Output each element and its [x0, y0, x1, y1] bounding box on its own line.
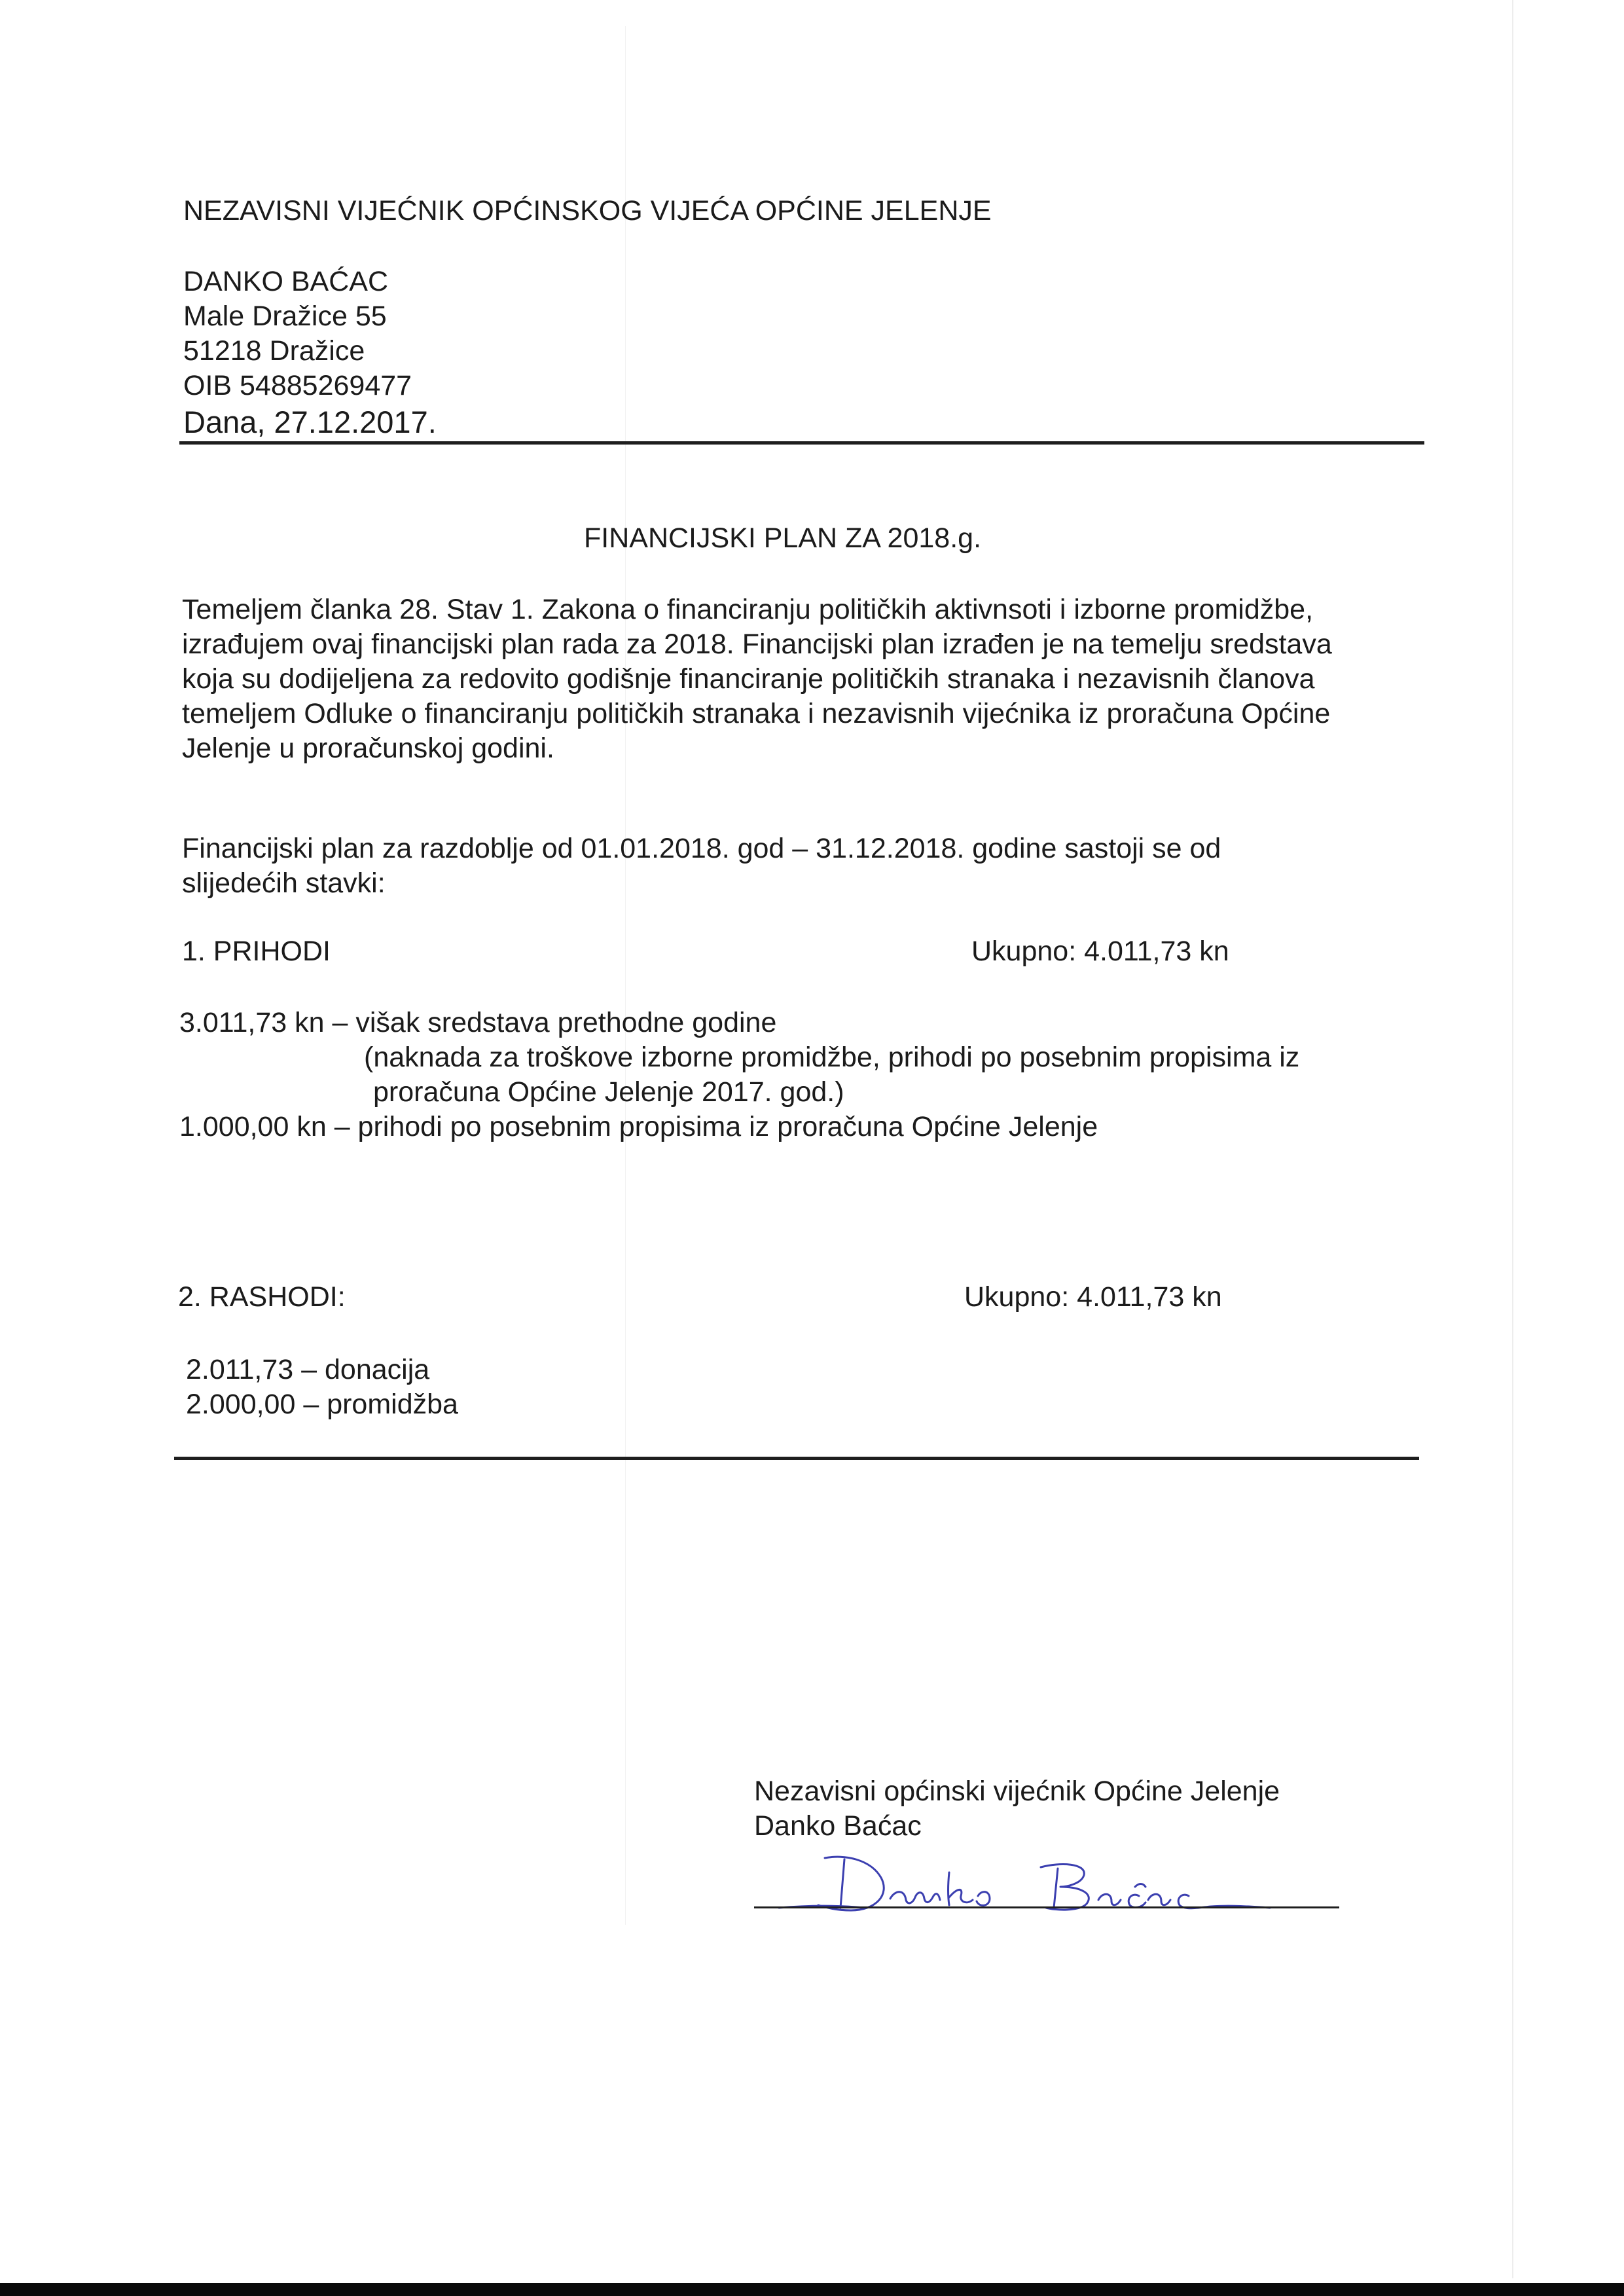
intro-line: koja su dodijeljena za redovito godišnje financiranje političkih stranaka i nezavisnih članova	[182, 663, 1315, 695]
author-street: Male Dražice 55	[183, 301, 387, 332]
income-total: Ukupno: 4.011,73 kn	[971, 936, 1229, 967]
footer-rule	[174, 1457, 1419, 1460]
expenses-heading: 2. RASHODI:	[178, 1281, 346, 1313]
author-name: DANKO BAĆAC	[183, 266, 389, 297]
period-line: Financijski plan za razdoblje od 01.01.2018. god – 31.12.2018. godine sastoji se od	[182, 833, 1221, 864]
author-city: 51218 Dražice	[183, 335, 365, 367]
intro-line: temeljem Odluke o financiranju političkih stranaka i nezavisnih vijećnika iz proračuna Općine	[182, 698, 1331, 729]
income-heading: 1. PRIHODI	[182, 936, 331, 967]
expenses-total: Ukupno: 4.011,73 kn	[964, 1281, 1222, 1313]
intro-line: Temeljem članka 28. Stav 1. Zakona o financiranju političkih aktivnsoti i izborne promidžbe,	[182, 594, 1314, 625]
scan-edge-line	[1512, 0, 1513, 2278]
intro-line: izrađujem ovaj financijski plan rada za 2018. Financijski plan izrađen je na temelju sredstava	[182, 629, 1332, 660]
signature-name: Danko Baćac	[754, 1810, 922, 1842]
income-item-note: (naknada za troškove izborne promidžbe, prihodi po posebnim propisima iz	[364, 1042, 1300, 1073]
document-date: Dana, 27.12.2017.	[183, 405, 437, 439]
fold-line	[625, 26, 626, 1925]
scan-bottom-edge	[0, 2283, 1624, 2296]
document-title: FINANCIJSKI PLAN ZA 2018.g.	[584, 522, 982, 554]
signature-role: Nezavisni općinski vijećnik Općine Jelenje	[754, 1776, 1280, 1807]
expense-item: 2.011,73 – donacija	[186, 1354, 430, 1385]
expense-item: 2.000,00 – promidžba	[186, 1389, 458, 1420]
author-oib: OIB 54885269477	[183, 370, 412, 401]
council-line: NEZAVISNI VIJEĆNIK OPĆINSKOG VIJEĆA OPĆINE JELENJE	[183, 195, 992, 227]
income-item: 3.011,73 kn – višak sredstava prethodne godine	[179, 1007, 777, 1038]
period-line: slijedećih stavki:	[182, 867, 386, 899]
signature-line	[754, 1906, 1339, 1908]
header-rule	[179, 441, 1424, 445]
intro-line: Jelenje u proračunskoj godini.	[182, 733, 554, 764]
income-item: 1.000,00 kn – prihodi po posebnim propisima iz proračuna Općine Jelenje	[179, 1111, 1098, 1142]
income-item-note: proračuna Općine Jelenje 2017. god.)	[373, 1076, 844, 1108]
